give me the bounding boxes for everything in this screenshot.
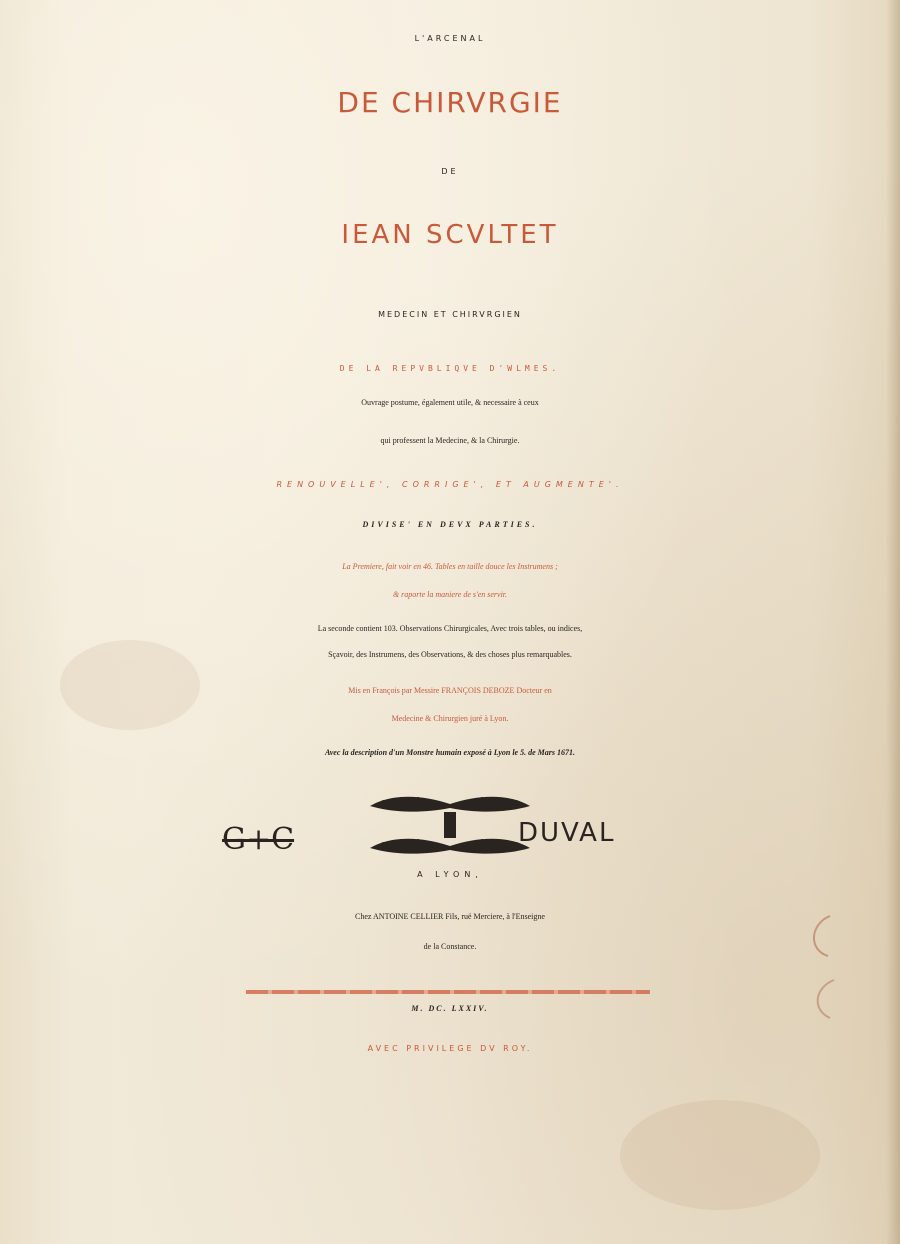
- part-one-line-1: La Premiere, fait voir en 46. Tables en taille douce les Instrumens ;: [342, 562, 558, 571]
- part-one-line-2: & raporte la maniere de s'en servir.: [392, 590, 508, 599]
- author-name: IEAN SCVLTET: [341, 220, 559, 250]
- author-republic: DE LA REPVBLIQVE D'WLMES.: [339, 364, 561, 373]
- paper-stain: [620, 1100, 820, 1210]
- part-two-line-2: Sçavoir, des Instrumens, des Observations, & des choses plus remarquables.: [328, 650, 572, 659]
- handwritten-signature-duval: DUVAL: [518, 818, 616, 848]
- description-line-1: Ouvrage postume, également utile, & necessaire à ceux: [361, 398, 539, 407]
- translator-line-2: Medecine & Chirurgien juré à Lyon.: [391, 714, 509, 723]
- imprint-printer-line-1: Chez ANTOINE CELLIER Fils, ruë Merciere, à l'Enseigne: [355, 912, 545, 921]
- description-line-2: qui professent la Medecine, & la Chirurgie.: [380, 436, 520, 445]
- pencil-scribble-icon: [790, 910, 850, 1030]
- handwritten-mark-left: G+C: [222, 822, 295, 857]
- division-note: DIVISE' EN DEVX PARTIES.: [362, 520, 538, 529]
- part-two-line-1: La seconde contient 103. Observations Chirurgicales, Avec trois tables, ou indices,: [317, 624, 583, 633]
- royal-privilege: AVEC PRIVILEGE DV ROY.: [367, 1044, 533, 1053]
- imprint-city: A LYON,: [417, 870, 483, 879]
- fleuron-ornament-icon: [360, 792, 540, 860]
- imprint-printer-line-2: de la Constance.: [423, 942, 477, 951]
- decorative-rule: [246, 990, 650, 994]
- imprint-date: M. DC. LXXIV.: [411, 1004, 489, 1013]
- translator-line-1: Mis en François par Messire FRANÇOIS DEBOZE Docteur en: [348, 686, 552, 695]
- page-edge-shadow: [886, 0, 900, 1244]
- supplement-note: Avec la description d'un Monstre humain exposé à Lyon le 5. de Mars 1671.: [324, 748, 575, 757]
- title-line-arcenal: L'ARCENAL: [414, 34, 486, 43]
- edition-note: RENOUVELLE', CORRIGE', ET AUGMENTE'.: [276, 480, 624, 489]
- title-line-chirurgie: DE CHIRVRGIE: [337, 86, 563, 119]
- author-title: MEDECIN ET CHIRVRGIEN: [378, 310, 522, 319]
- title-line-de: DE: [441, 167, 459, 176]
